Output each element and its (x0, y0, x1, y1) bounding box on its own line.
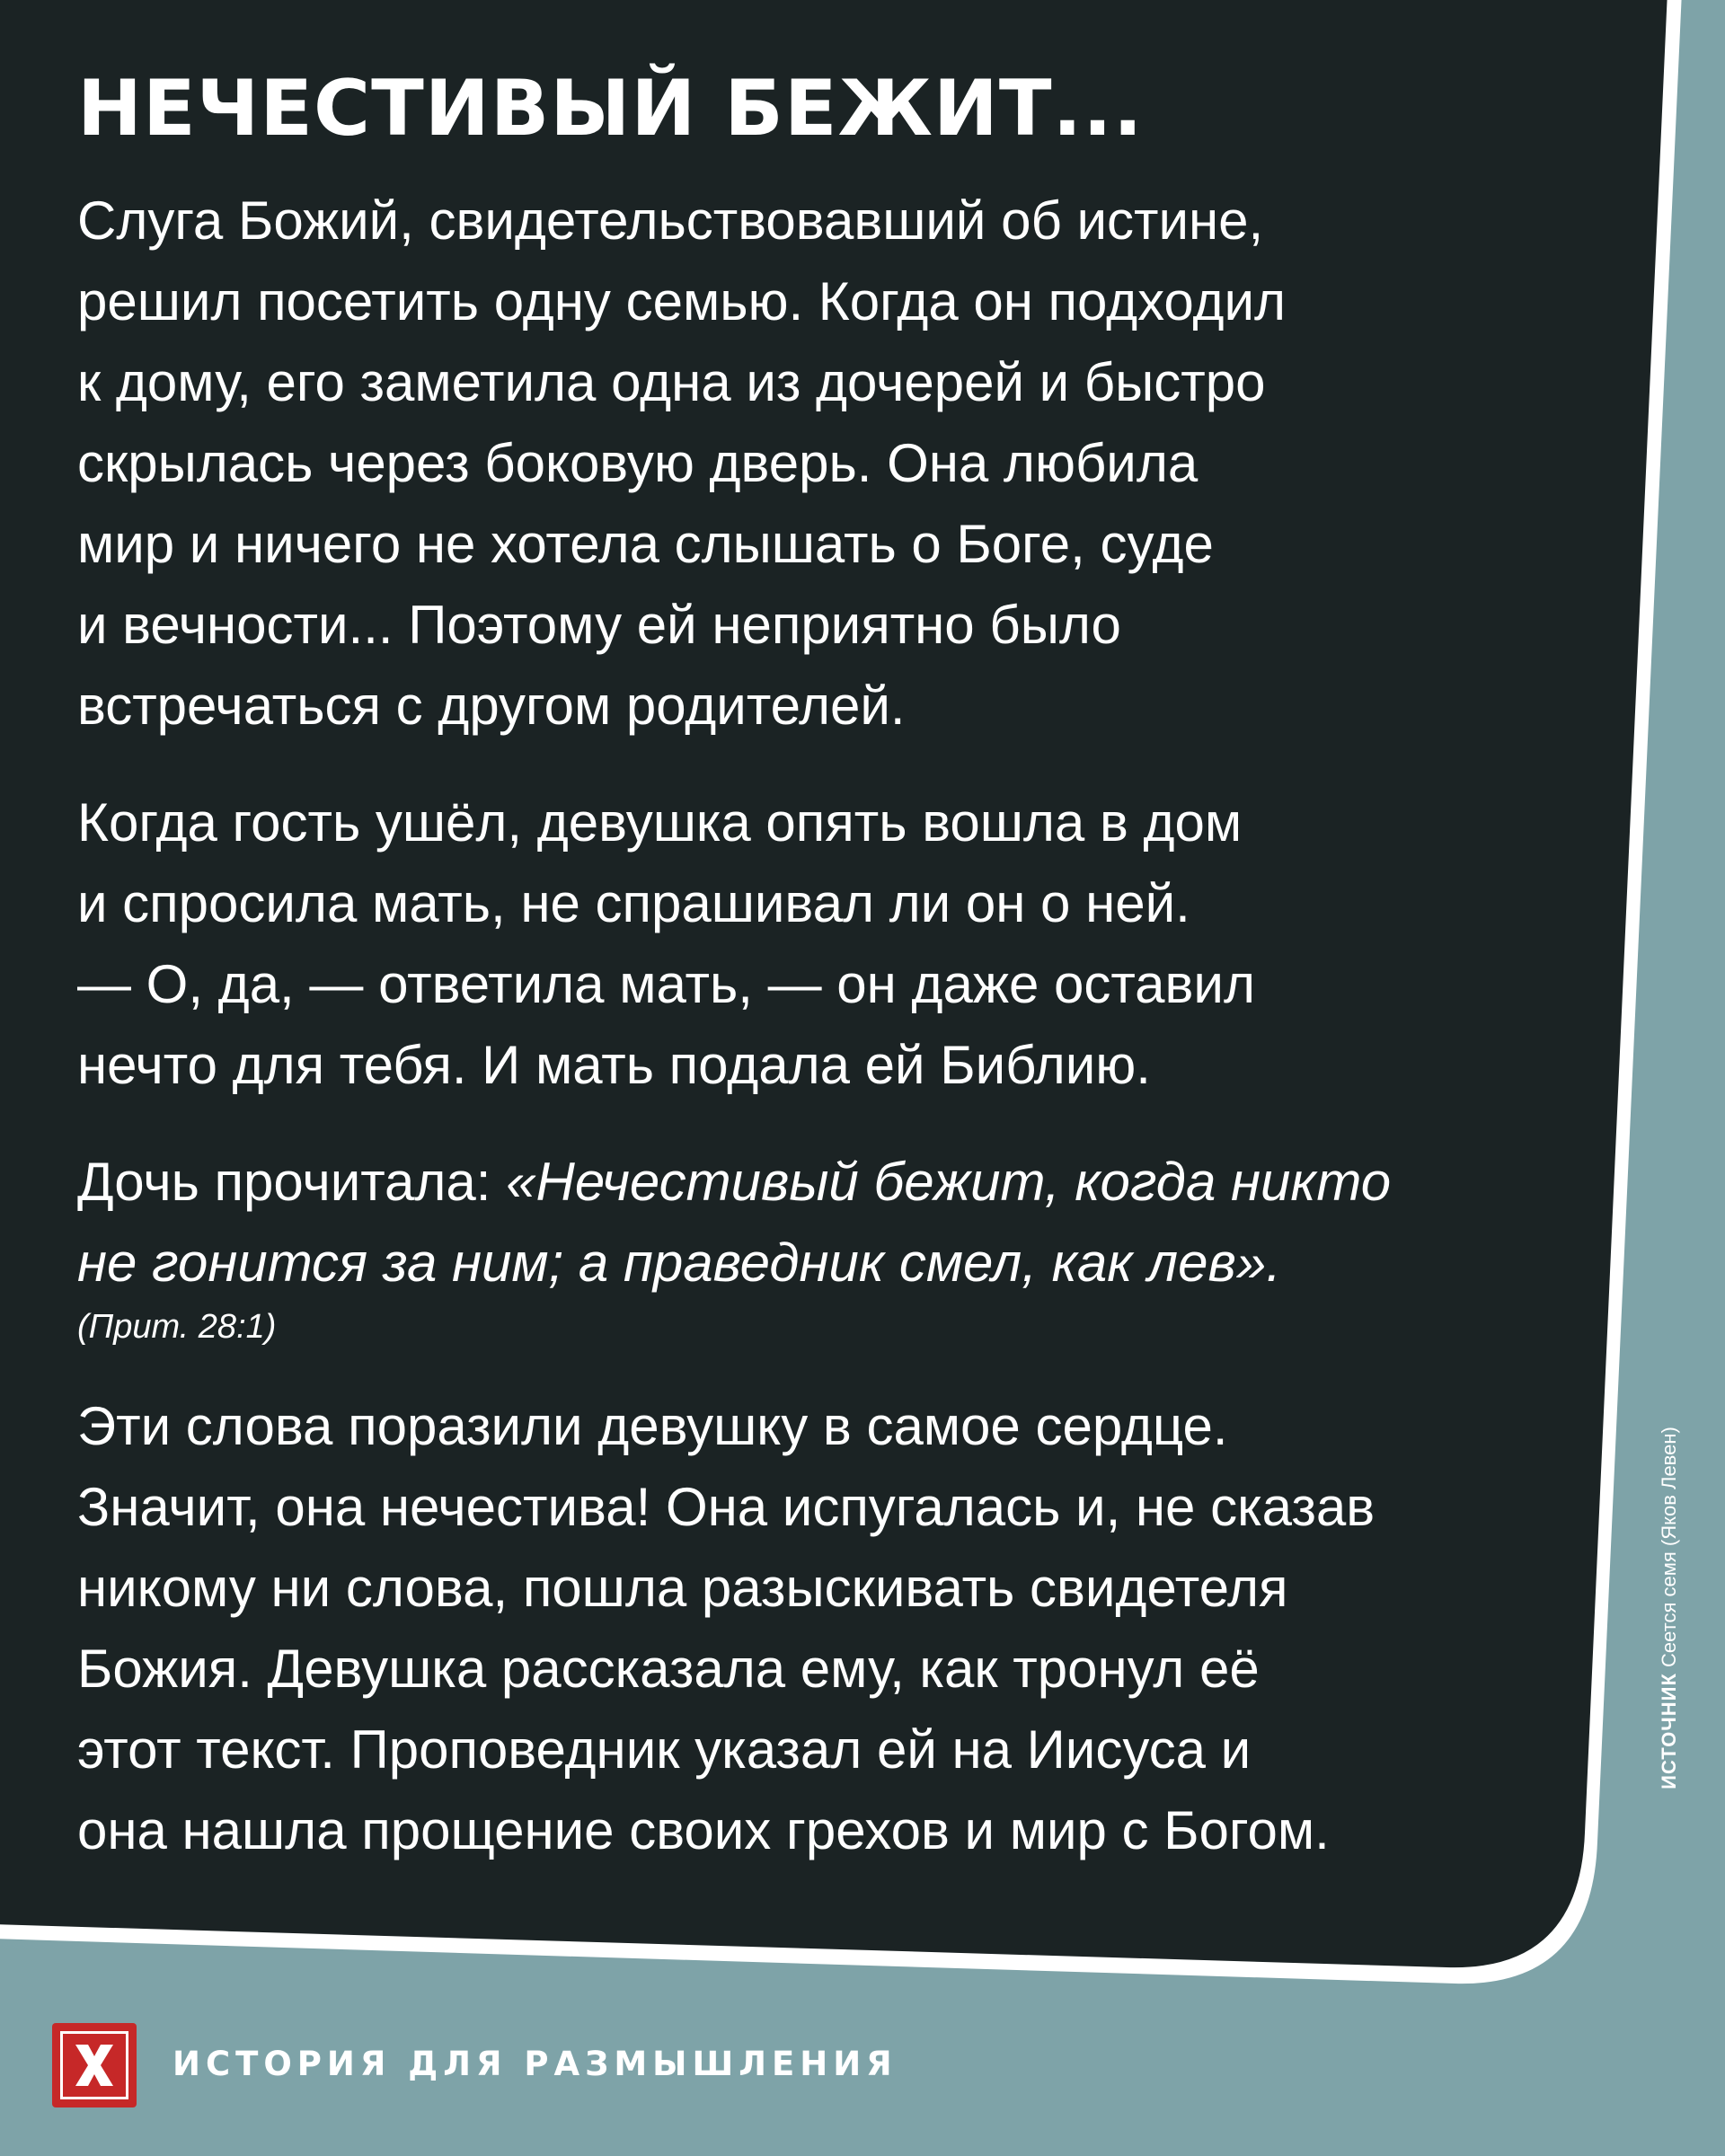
source-credit (1658, 1427, 1681, 1789)
footer-label: ИСТОРИЯ ДЛЯ РАЗМЫШЛЕНИЯ (172, 2045, 898, 2083)
paragraph-line: и спросила мать, не спрашивал ли он о ней. (77, 872, 1190, 933)
x-letter-icon (63, 2034, 126, 2097)
paragraph-line: — О, да, — ответила мать, — он даже оставил (77, 953, 1255, 1014)
logo-icon (52, 2023, 137, 2107)
paragraph-line: она нашла прощение своих грехов и мир с Богом. (77, 1799, 1330, 1860)
story-paragraph-4 (77, 1386, 1587, 1871)
paragraph-line (77, 1142, 1587, 1223)
scripture-reference: (Прит. 28:1) (77, 1307, 277, 1346)
source-text: Сеется семя (Яков Левен) (1658, 1427, 1680, 1674)
paragraph-line: мир и ничего не хотела слышать о Боге, суде (77, 513, 1214, 574)
story-paragraph-2 (77, 782, 1587, 1106)
story-card (77, 65, 1587, 1907)
paragraph-line: скрылась через боковую дверь. Она любила (77, 432, 1199, 493)
paragraph-line: Слуга Божий, свидетельствовавший об истине, (77, 190, 1264, 251)
scripture-quote: «Нечестивый бежит, когда никто (506, 1151, 1392, 1212)
paragraph-line: решил посетить одну семью. Когда он подходил (77, 270, 1286, 331)
paragraph-line: нечто для тебя. И мать подала ей Библию. (77, 1034, 1151, 1095)
paragraph-line: Когда гость ушёл, девушка опять вошла в дом (77, 791, 1243, 853)
paragraph-line: к дому, его заметила одна из дочерей и быстро (77, 351, 1266, 412)
story-title: НЕЧЕСТИВЫЙ БЕЖИТ... (77, 64, 1144, 154)
paragraph-line: никому ни слова, пошла разыскивать свидетеля (77, 1557, 1288, 1618)
story-paragraph-1 (77, 181, 1587, 747)
paragraph-line: встречаться с другом родителей. (77, 675, 906, 736)
scripture-quote: не гонится за ним; а праведник смел, как лев». (77, 1232, 1281, 1293)
paragraph-line: этот текст. Проповедник указал ей на Иисуса и (77, 1719, 1252, 1780)
story-paragraph-3 (77, 1142, 1587, 1350)
paragraph-line: Значит, она нечестива! Она испугалась и, не сказав (77, 1476, 1376, 1537)
source-label: ИСТОЧНИК (1658, 1673, 1680, 1789)
paragraph-line: и вечности... Поэтому ей неприятно было (77, 594, 1121, 655)
quote-lead: Дочь прочитала: (77, 1151, 507, 1212)
paragraph-line: Божия. Девушка рассказала ему, как тронул её (77, 1638, 1260, 1699)
paragraph-line: Эти слова поразили девушку в самое сердце. (77, 1395, 1228, 1456)
